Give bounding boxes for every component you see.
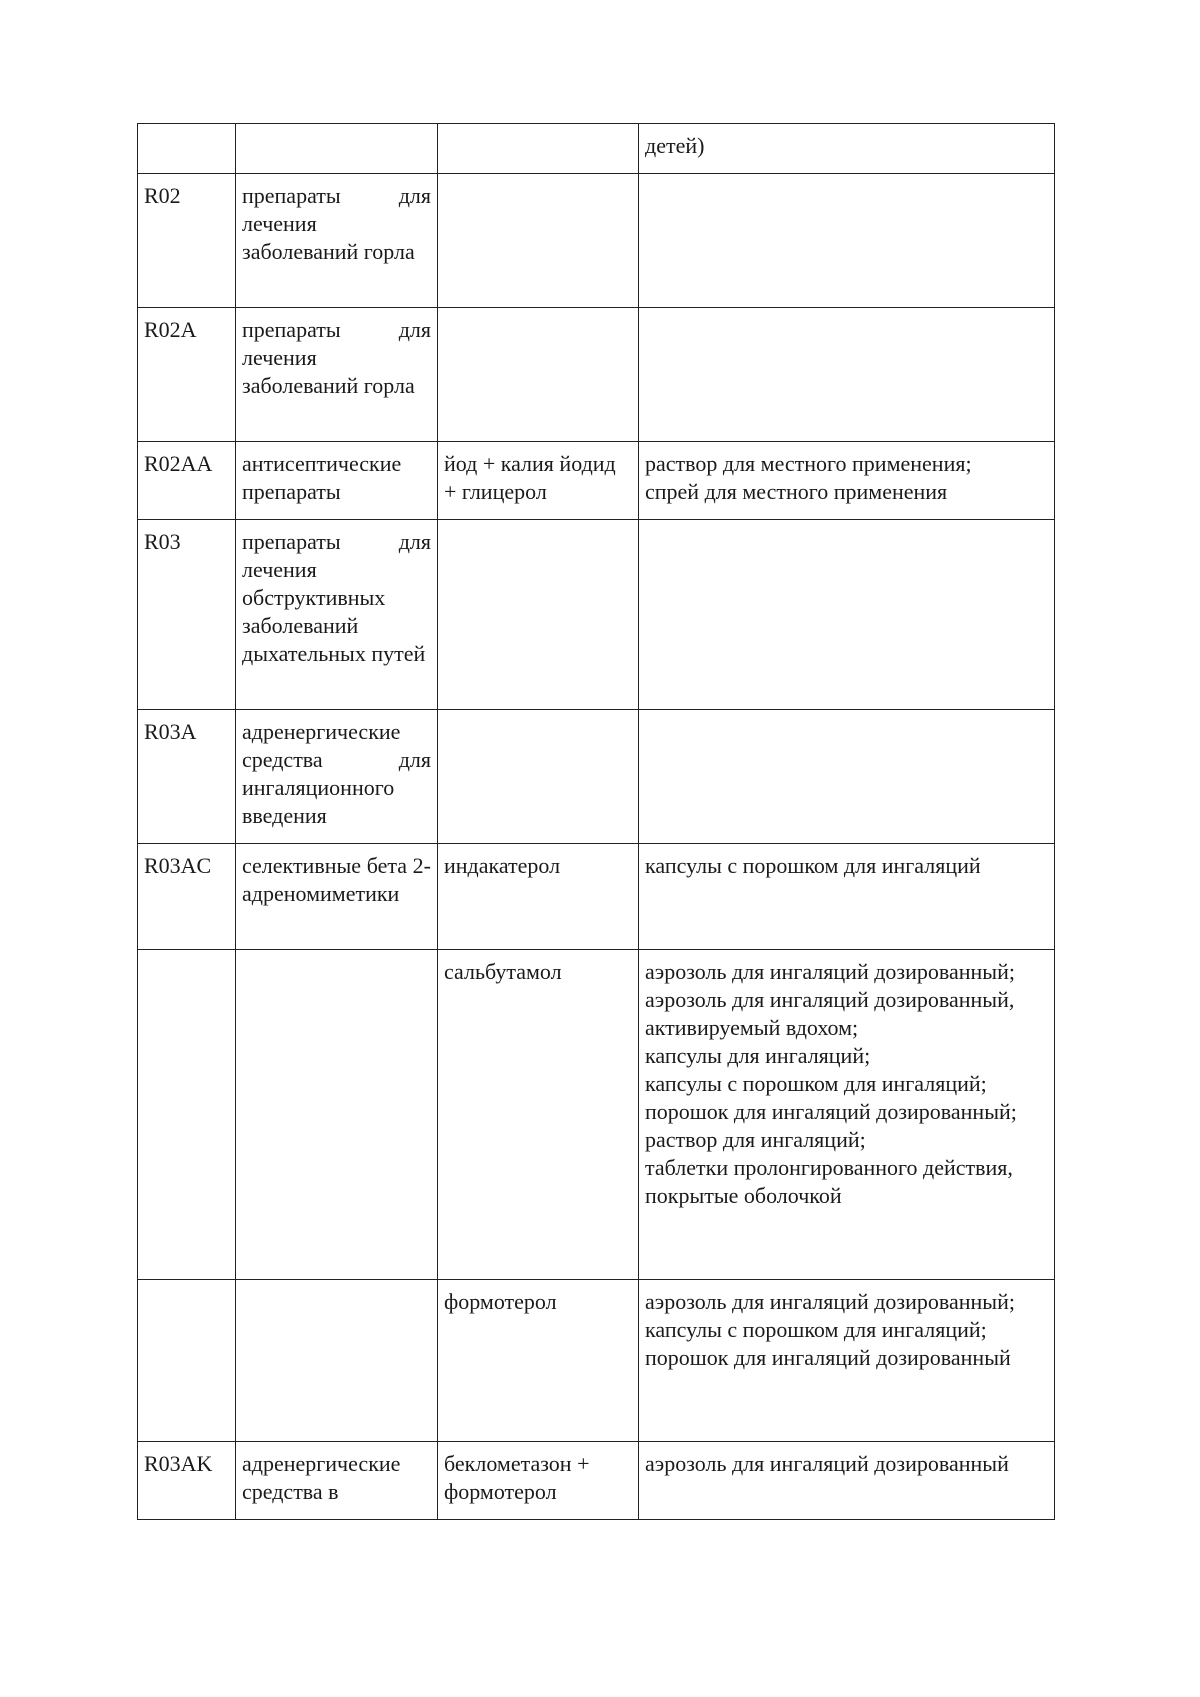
dosage-form-line: порошок для ингаляций дозированный; — [645, 1099, 1017, 1124]
dosage-form-line: аэрозоль для ингаляций дозированный; — [645, 959, 1015, 984]
dosage-form-line: раствор для ингаляций; — [645, 1127, 866, 1152]
drug-name-cell: беклометазон + формотерол — [438, 1442, 639, 1520]
drug-name-cell: формотерол — [438, 1280, 639, 1442]
atc-code-cell: R03AC — [138, 844, 236, 950]
drug-name-cell: йод + калия йодид + глицерол — [438, 442, 639, 520]
table-row — [138, 844, 1055, 950]
table-row — [138, 174, 1055, 308]
drug-name-cell — [438, 308, 639, 442]
dosage-form-line: раствор для местного применения; — [645, 451, 972, 476]
anatomical-group-cell: препараты для лечения заболеваний горла — [236, 308, 438, 442]
dosage-forms-cell — [639, 710, 1055, 844]
dosage-forms-cell — [639, 520, 1055, 710]
dosage-form-line: капсулы с порошком для ингаляций; — [645, 1317, 987, 1342]
dosage-form-line: таблетки пролонгированного действия, покрытые оболочкой — [645, 1155, 1013, 1208]
drug-name-cell — [438, 520, 639, 710]
anatomical-group-cell: антисептические препараты — [236, 442, 438, 520]
anatomical-group-cell: препараты для лечения заболеваний горла — [236, 174, 438, 308]
anatomical-group-cell: селективные бета 2-адреномиметики — [236, 844, 438, 950]
table-row — [138, 1280, 1055, 1442]
atc-code-cell: R03 — [138, 520, 236, 710]
dosage-forms-cell — [639, 1280, 1055, 1442]
dosage-form-line: капсулы для ингаляций; — [645, 1043, 871, 1068]
dosage-form-line: капсулы с порошком для ингаляций — [645, 853, 981, 878]
atc-code-cell — [138, 950, 236, 1280]
atc-code-cell: R02A — [138, 308, 236, 442]
dosage-forms-cell — [639, 950, 1055, 1280]
table-row — [138, 308, 1055, 442]
dosage-forms-cell — [639, 1442, 1055, 1520]
anatomical-group-cell: адренергические средства в — [236, 1442, 438, 1520]
drug-name-cell — [438, 174, 639, 308]
dosage-form-line: аэрозоль для ингаляций дозированный — [645, 1451, 1009, 1476]
drug-name-cell: сальбутамол — [438, 950, 639, 1280]
atc-code-cell: R02 — [138, 174, 236, 308]
drug-name-cell — [438, 710, 639, 844]
dosage-forms-cell — [639, 174, 1055, 308]
dosage-forms-cell — [639, 844, 1055, 950]
dosage-form-line: детей) — [645, 133, 705, 158]
dosage-form-line: порошок для ингаляций дозированный — [645, 1345, 1011, 1370]
dosage-form-line: спрей для местного применения — [645, 479, 948, 504]
dosage-forms-cell — [639, 442, 1055, 520]
drug-name-cell: индакатерол — [438, 844, 639, 950]
drug-table — [137, 123, 1055, 1520]
table-row — [138, 710, 1055, 844]
atc-code-cell — [138, 124, 236, 174]
table-row — [138, 124, 1055, 174]
dosage-forms-cell — [639, 308, 1055, 442]
atc-code-cell: R03A — [138, 710, 236, 844]
table-row — [138, 442, 1055, 520]
atc-code-cell: R03AK — [138, 1442, 236, 1520]
table-row — [138, 1442, 1055, 1520]
anatomical-group-cell — [236, 950, 438, 1280]
anatomical-group-cell: адренергические средства для ингаляционного введения — [236, 710, 438, 844]
dosage-forms-cell — [639, 124, 1055, 174]
atc-code-cell — [138, 1280, 236, 1442]
table-row — [138, 950, 1055, 1280]
anatomical-group-cell — [236, 124, 438, 174]
dosage-form-line: аэрозоль для ингаляций дозированный, активируемый вдохом; — [645, 987, 1015, 1040]
drug-name-cell — [438, 124, 639, 174]
table-row — [138, 520, 1055, 710]
atc-code-cell: R02AA — [138, 442, 236, 520]
dosage-form-line: капсулы с порошком для ингаляций; — [645, 1071, 987, 1096]
dosage-form-line: аэрозоль для ингаляций дозированный; — [645, 1289, 1015, 1314]
anatomical-group-cell: препараты для лечения обструктивных заболеваний дыхательных путей — [236, 520, 438, 710]
anatomical-group-cell — [236, 1280, 438, 1442]
